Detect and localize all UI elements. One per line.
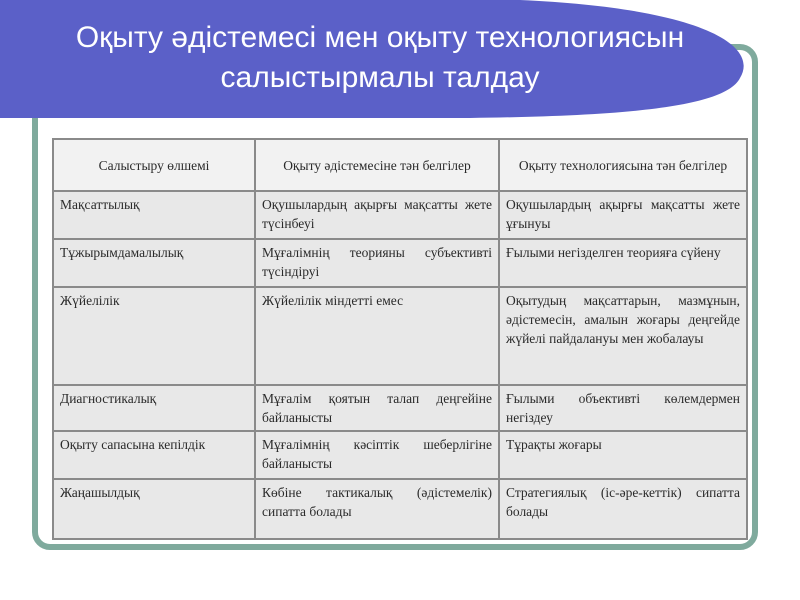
- comparison-table: [52, 138, 748, 540]
- title-line-1: Оқыту әдістемесі мен оқыту технологиясын: [75, 21, 685, 54]
- technology-cell: Оқушылардың ақырғы мақсатты жете ұғынуы: [499, 191, 747, 239]
- table-row: [53, 239, 747, 287]
- technology-cell: Ғылыми негізделген теорияға сүйену: [499, 239, 747, 287]
- table-row: [53, 287, 747, 385]
- methodology-cell: Оқушылардың ақырғы мақсатты жете түсінбеуі: [255, 191, 499, 239]
- table-row: [53, 385, 747, 431]
- title-line-2: салыстырмалы талдау: [220, 61, 540, 94]
- methodology-cell: Мұғалімнің кәсіптік шеберлігіне байланысты: [255, 431, 499, 479]
- criterion-cell: Жүйелілік: [53, 287, 255, 385]
- table-row: [53, 431, 747, 479]
- technology-cell: Оқытудың мақсаттарын, мазмұнын, әдістемесін, амалын жоғары деңгейде жүйелі пайдалануы мен жобалауы: [499, 287, 747, 385]
- methodology-cell: Көбіне тактикалық (әдістемелік) сипатта болады: [255, 479, 499, 539]
- header-criterion: Салыстыру өлшемі: [53, 139, 255, 191]
- criterion-cell: Оқыту сапасына кепілдік: [53, 431, 255, 479]
- table-header-row: [53, 139, 747, 191]
- methodology-cell: Мұғалім қоятын талап деңгейіне байланысты: [255, 385, 499, 431]
- technology-cell: Тұрақты жоғары: [499, 431, 747, 479]
- methodology-cell: Жүйелілік міндетті емес: [255, 287, 499, 385]
- slide-title: [0, 18, 760, 98]
- header-technology: Оқыту технологиясына тән белгілер: [499, 139, 747, 191]
- technology-cell: Ғылыми объективті көлемдермен негіздеу: [499, 385, 747, 431]
- criterion-cell: Диагностикалық: [53, 385, 255, 431]
- table-row: [53, 479, 747, 539]
- criterion-cell: Тұжырымдамалылық: [53, 239, 255, 287]
- header-methodology: Оқыту әдістемесіне тән белгілер: [255, 139, 499, 191]
- criterion-cell: Мақсаттылық: [53, 191, 255, 239]
- table-row: [53, 191, 747, 239]
- technology-cell: Стратегиялық (іс-әре-кеттік) сипатта болады: [499, 479, 747, 539]
- criterion-cell: Жаңашылдық: [53, 479, 255, 539]
- methodology-cell: Мұғалімнің теорияны субъективті түсіндіруі: [255, 239, 499, 287]
